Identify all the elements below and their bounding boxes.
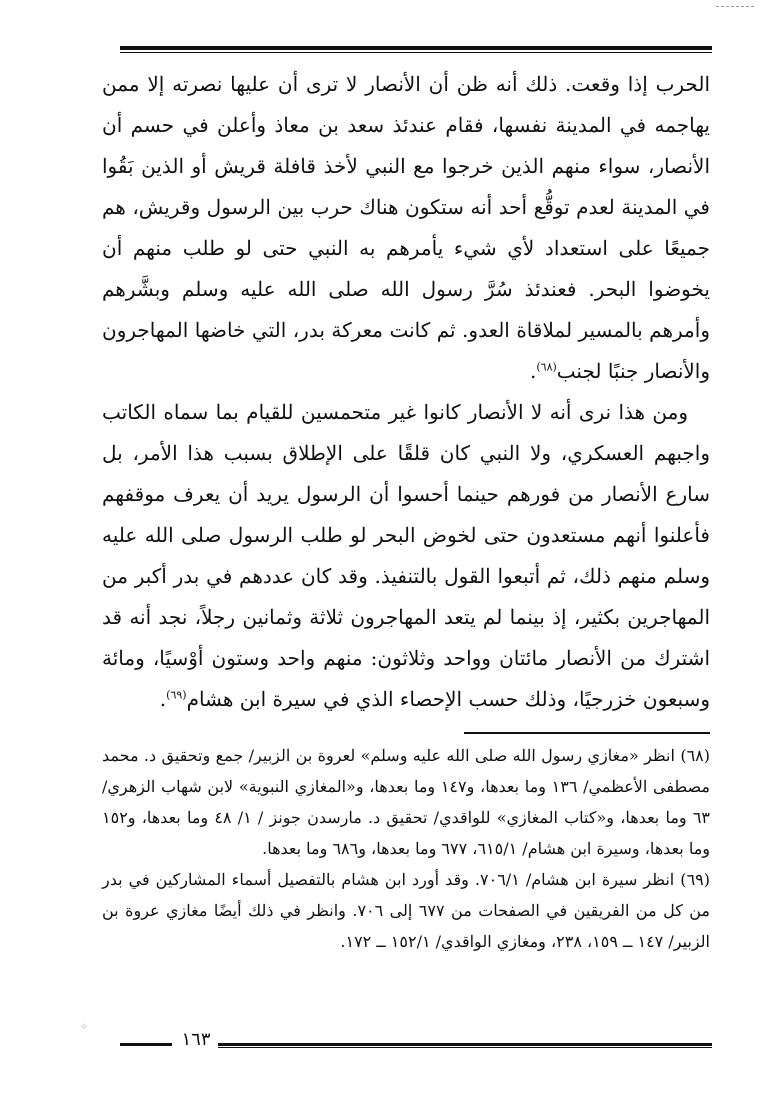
header-rule-thin [120, 52, 712, 53]
footer-rule-left [120, 1043, 172, 1046]
corner-mark [716, 6, 754, 7]
paragraph-2-text: ومن هذا نرى أنه لا الأنصار كانوا غير متحمسين للقيام بما سماه الكاتب واجبهم العسكري، ولا النبي كان قلقًا على الإطلاق بسبب هذا الأمر، بل سارع الأنصار من فورهم حينما أحسوا أن الرسول يريد أن يعرف موقفهم فأعلنوا أنهم مستعدون حتى لخوض البحر لو طلب الرسول صلى الله عليه وسلم منهم ذلك، ثم أتبعوا القول بالتنفيذ. وقد كان عددهم في بدر أكبر من المهاجرين بكثير، إذ بينما لم يتعد المهاجرون ثلاثة وثمانين رجلاً، نجد أنه قد اشترك من الأنصار مائتان وواحد وثلاثون: منهم واحد وستون أوْسيًا، ومائة وسبعون خزرجيًا، وذلك حسب الإحصاء الذي في سيرة ابن هشام [102, 400, 710, 711]
footnotes [102, 740, 710, 957]
footnote-68: (٦٨) انظر «مغازي رسول الله صلى الله عليه وسلم» لعروة بن الزبير/ جمع وتحقيق د. محمد مصطفى الأعظمي/ ١٣٦ وما بعدها، و١٤٧ وما بعدها، و«المغازي النبوية» لابن شهاب الزهري/ ٦٣ وما بعدها، و«كتاب المغازي» للواقدي/ تحقيق د. مارسدن جونز / ١/ ٤٨ وما بعدها، و١٥٢ وما بعدها، وسيرة ابن هشام/ ٦١٥/١، ٦٧٧ وما بعدها، و٦٨٦ وما بعدها. [102, 746, 710, 858]
header-rule-thick [120, 46, 712, 50]
footnote-ref-68[interactable]: (٦٨) [536, 360, 557, 374]
footer-rule-right-thin [218, 1047, 712, 1048]
footer-rule-right [218, 1043, 712, 1046]
footnote-ref-69[interactable]: (٦٩) [166, 688, 187, 702]
paragraph-1-text: الحرب إذا وقعت. ذلك أنه ظن أن الأنصار لا ترى أن عليها نصرته إلا ممن يهاجمه في المدينة نفسها، فقام عندئذ سعد بن معاذ وأعلن في حسم أن الأنصار، سواء منهم الذين خرجوا مع النبي لأخذ قافلة قريش أو الذين بَقُوا في المدينة لعدم توقُّع أحد أنه ستكون هناك حرب بين الرسول وقريش، هم جميعًا على استعداد لأي شيء يأمرهم به النبي حتى لو طلب منهم أن يخوضوا البحر. فعندئذ سُرَّ رسول الله صلى الله عليه وسلم وبشَّرهم وأمرهم بالمسير لملاقاة العدو. ثم كانت معركة بدر، التي خاضها المهاجرون والأنصار جنبًا لجنب [102, 72, 710, 383]
paragraph-1-end: . [530, 359, 537, 383]
paragraph-2-end: . [159, 687, 167, 711]
paragraph-2 [102, 392, 710, 720]
page-number: ١٦٣ [181, 1029, 211, 1050]
footnote-69: (٦٩) انظر سيرة ابن هشام/ ٧٠٦/١. وقد أورد ابن هشام بالتفصيل أسماء المشاركين في بدر من كل من الفريقين في الصفحات من ٦٧٧ إلى ٧٠٦. وانظر في ذلك أيضًا مغازي عروة بن الزبير/ ١٤٧ ــ ١٥٩، ٢٣٨، ومغازي الواقدي/ ١٥٢/١ ــ ١٧٢. [102, 870, 711, 951]
page-footer [120, 1030, 712, 1054]
footnote-separator [464, 732, 710, 734]
paragraph-1 [102, 64, 710, 392]
main-text [102, 64, 710, 720]
scan-smudge-icon: ✧ [80, 1022, 89, 1033]
